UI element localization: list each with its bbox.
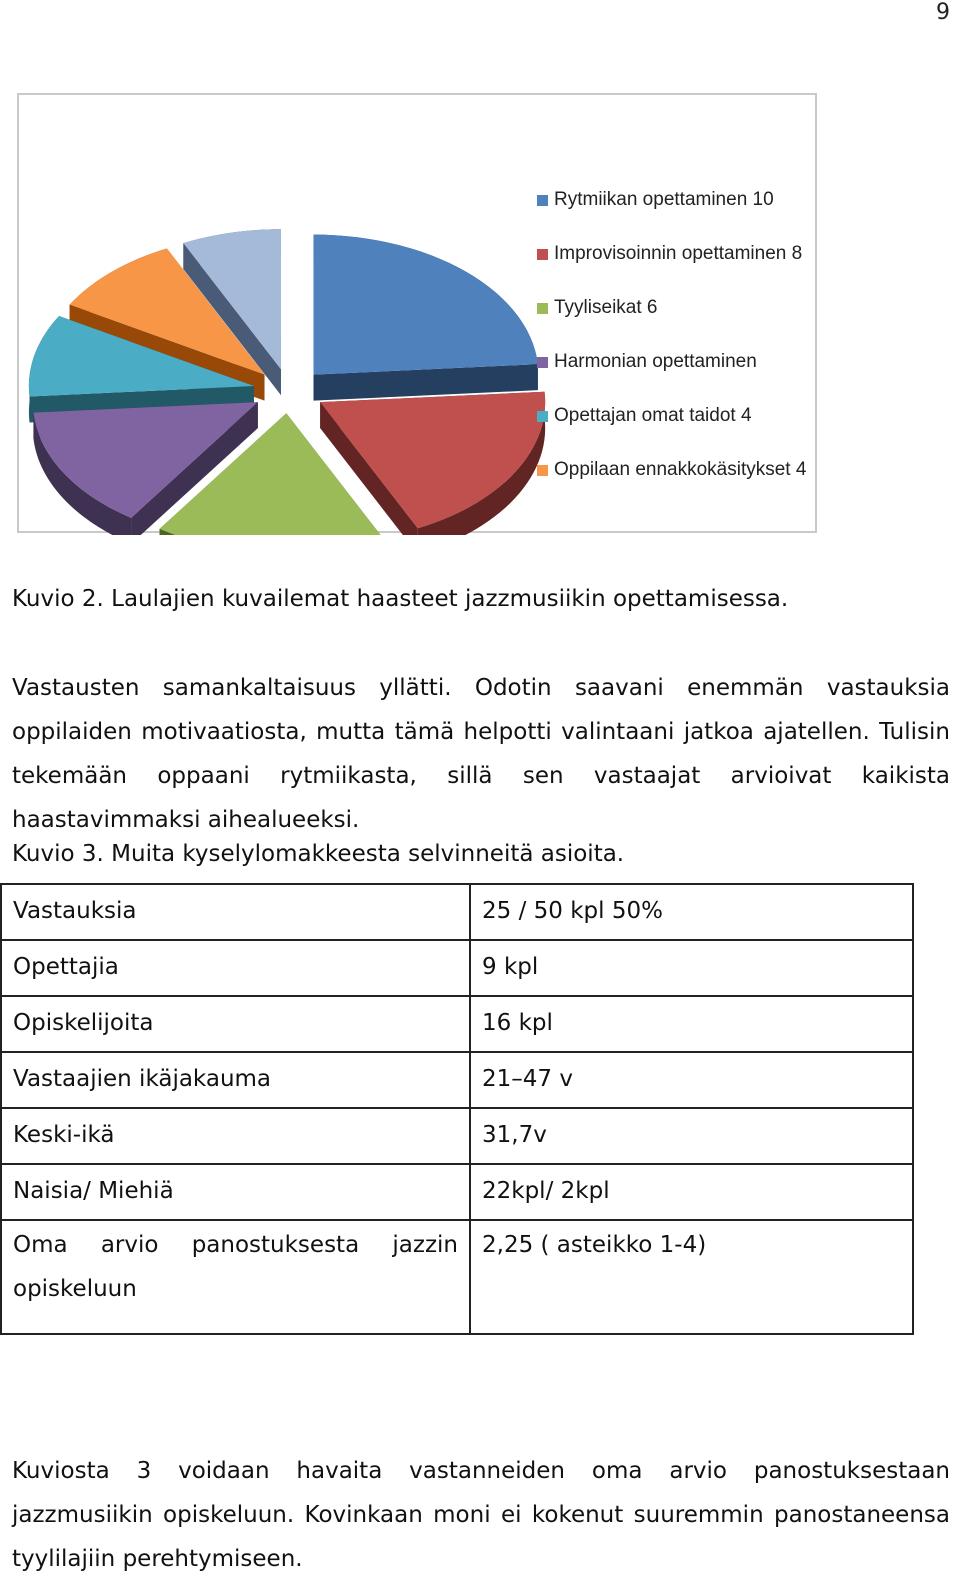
figure-caption-3: Kuvio 3. Muita kyselylomakkeesta selvinneitä asioita. <box>12 841 625 867</box>
legend-item-improvisointi <box>537 241 822 295</box>
table-cell-key: Vastauksia <box>1 884 470 940</box>
legend-label: Oppilaan ennakkokäsitykset 4 <box>554 459 807 480</box>
table-cell-key: Opettajia <box>1 940 470 996</box>
table-row <box>1 1220 913 1334</box>
chart-legend <box>537 187 822 483</box>
table-cell-value: 25 / 50 kpl 50% <box>470 884 913 940</box>
table-row <box>1 1164 913 1220</box>
table-cell-value: 22kpl/ 2kpl <box>470 1164 913 1220</box>
pie-chart <box>17 93 817 533</box>
table-cell-key: Vastaajien ikäjakauma <box>1 1052 470 1108</box>
body-paragraph-1: Vastausten samankaltaisuus yllätti. Odotin saavani enemmän vastauksia oppilaiden motivaatiosta, mutta tämä helpotti valintaani jatkoa ajatellen. Tulisin tekemään oppaani rytmiikasta, sillä sen vastaajat arvioivat kaikista haastavimmaksi aihealueeksi. <box>12 675 950 833</box>
table-row <box>1 940 913 996</box>
page-number: 9 <box>936 0 950 25</box>
table-cell-key: Oma arvio panostuksesta jazzin opiskeluun <box>1 1220 470 1334</box>
table-row <box>1 996 913 1052</box>
legend-item-opettajan-taidot <box>537 403 822 457</box>
table-cell-value: 9 kpl <box>470 940 913 996</box>
pie-slice <box>313 235 537 401</box>
legend-swatch <box>537 303 548 314</box>
legend-label: Opettajan omat taidot 4 <box>554 405 752 426</box>
legend-swatch <box>537 411 548 422</box>
legend-item-ennakkokasitykset <box>537 457 822 483</box>
legend-item-tyyliseikat <box>537 295 822 349</box>
table-cell-key: Opiskelijoita <box>1 996 470 1052</box>
table-row <box>1 884 913 940</box>
table-row <box>1 1052 913 1108</box>
figure-caption-2: Kuvio 2. Laulajien kuvailemat haasteet jazzmusiikin opettamisessa. <box>12 586 789 612</box>
survey-results-table <box>0 883 914 1335</box>
table-cell-value: 16 kpl <box>470 996 913 1052</box>
table-cell-key: Keski-ikä <box>1 1108 470 1164</box>
table-cell-value: 21–47 v <box>470 1052 913 1108</box>
pie-slice-top <box>313 235 537 375</box>
legend-item-harmonia <box>537 349 822 403</box>
table-cell-key: Naisia/ Miehiä <box>1 1164 470 1220</box>
legend-label: Rytmiikan opettaminen 10 <box>554 189 774 210</box>
legend-label: Harmonian opettaminen <box>554 351 757 372</box>
legend-label: Improvisoinnin opettaminen 8 <box>554 243 803 264</box>
legend-label: Tyyliseikat 6 <box>554 297 658 318</box>
legend-swatch <box>537 195 548 206</box>
table-cell-value: 31,7v <box>470 1108 913 1164</box>
table-cell-value: 2,25 ( asteikko 1-4) <box>470 1220 913 1334</box>
legend-item-rytmiikka <box>537 187 822 241</box>
body-paragraph-2: Kuviosta 3 voidaan havaita vastanneiden oma arvio panostuksestaan jazzmusiikin opiskeluun. Kovinkaan moni ei kokenut suuremmin panostaneensa tyylilajiin perehtymiseen. <box>12 1458 950 1572</box>
legend-swatch <box>537 249 548 260</box>
legend-swatch <box>537 465 548 476</box>
table-row <box>1 1108 913 1164</box>
legend-swatch <box>537 357 548 368</box>
